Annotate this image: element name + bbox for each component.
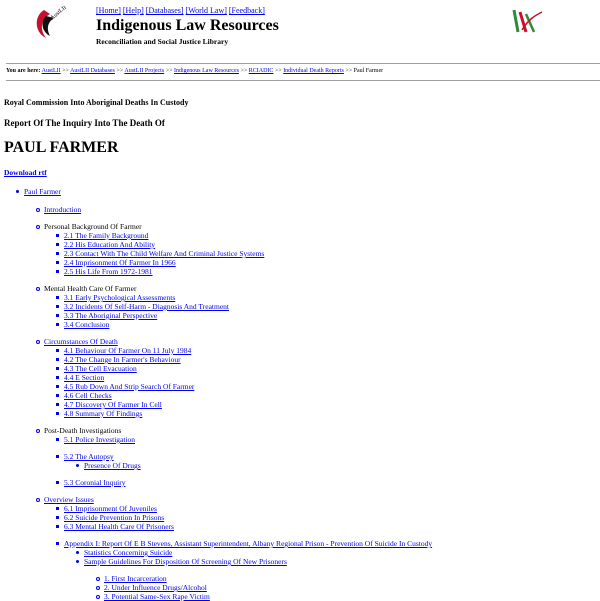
toc-item-link[interactable]: 3.1 Early Psychological Assessments <box>64 293 176 302</box>
toc-item-link[interactable]: 3.4 Conclusion <box>64 320 110 329</box>
list-bullet <box>16 190 19 193</box>
toc-item-link[interactable]: 6.3 Mental Health Care Of Prisoners <box>64 522 174 531</box>
nav-help-link[interactable]: [Help] <box>122 6 144 15</box>
toc-subsubitem-link[interactable]: 1. First Incarceration <box>104 574 167 583</box>
toc-item-link[interactable]: 4.8 Summary Of Findings <box>64 409 143 418</box>
toc-item-link[interactable]: 2.4 Imprisonment Of Farmer In 1966 <box>64 258 176 267</box>
breadcrumb-sep: >> <box>165 68 173 74</box>
list-bullet <box>56 394 59 397</box>
list-bullet <box>36 498 40 502</box>
list-bullet <box>56 481 59 484</box>
breadcrumb-sep: >> <box>274 68 282 74</box>
toc-item-link[interactable]: 5.1 Police Investigation <box>64 435 136 444</box>
list-bullet <box>56 385 59 388</box>
list-bullet <box>56 270 59 273</box>
list-bullet <box>76 560 79 563</box>
toc-item-link[interactable]: 2.2 His Education And Ability <box>64 240 156 249</box>
list-bullet <box>56 507 59 510</box>
toc-subitem-link[interactable]: Sample Guidelines For Disposition Of Screening Of New Prisoners <box>84 557 287 566</box>
toc-item-link[interactable]: 6.1 Imprisonment Of Juveniles <box>64 504 157 513</box>
list-bullet <box>76 464 79 467</box>
list-bullet <box>56 455 59 458</box>
person-name-heading: PAUL FARMER <box>4 139 119 156</box>
nav-databases-link[interactable]: [Databases] <box>145 6 184 15</box>
toc-item-link[interactable]: 2.1 The Family Background <box>64 231 149 240</box>
austlii-logo-text: AustLII <box>49 6 68 22</box>
breadcrumb-current: Paul Farmer <box>353 68 384 74</box>
toc-item-link[interactable]: 2.5 His Life From 1972-1981 <box>64 267 153 276</box>
list-bullet <box>56 358 59 361</box>
list-bullet <box>96 577 100 581</box>
list-bullet <box>56 516 59 519</box>
commission-heading: Royal Commission Into Aboriginal Deaths In Custody <box>4 98 189 107</box>
list-bullet <box>36 225 40 229</box>
toc-item-link[interactable]: 4.2 The Change In Farmer's Behaviour <box>64 355 181 364</box>
toc-item-link[interactable]: 2.3 Contact With The Child Welfare And Criminal Justice Systems <box>64 249 265 258</box>
austlii-logo[interactable] <box>30 6 70 42</box>
list-bullet <box>96 586 100 590</box>
toc-item-link[interactable]: 3.3 The Aboriginal Perspective <box>64 311 158 320</box>
toc-item-link[interactable]: 4.7 Discovery Of Farmer In Cell <box>64 400 162 409</box>
toc-section-link[interactable]: Overview Issues <box>44 495 94 504</box>
toc-section-heading: Personal Background Of Farmer <box>44 222 142 231</box>
list-bullet <box>76 551 79 554</box>
toc-item-link[interactable]: 5.2 The Autopsy <box>64 452 114 461</box>
list-bullet <box>56 525 59 528</box>
report-heading: Report Of The Inquiry Into The Death Of <box>4 118 165 128</box>
list-bullet <box>56 349 59 352</box>
list-bullet <box>56 367 59 370</box>
list-bullet <box>56 252 59 255</box>
breadcrumb-label: You are here: <box>6 68 41 74</box>
nav-worldlaw-link[interactable]: [World Law] <box>185 6 227 15</box>
list-bullet <box>56 234 59 237</box>
breadcrumb-sep: >> <box>240 68 248 74</box>
nav-home-link[interactable]: [Home] <box>96 6 121 15</box>
indigenous-logo <box>508 6 548 36</box>
toc-subsubitem-link[interactable]: 2. Under Influence Drugs/Alcohol <box>104 583 207 592</box>
breadcrumb <box>6 68 383 74</box>
list-bullet <box>56 403 59 406</box>
toc-root-link[interactable]: Paul Farmer <box>24 187 61 196</box>
toc-section-heading: Mental Health Care Of Farmer <box>44 284 137 293</box>
list-bullet <box>36 429 40 433</box>
divider-top <box>6 63 600 64</box>
toc-item-link[interactable]: 4.5 Rub Down And Strip Search Of Farmer <box>64 382 195 391</box>
toc-item-link[interactable]: 4.1 Behaviour Of Farmer On 11 July 1984 <box>64 346 192 355</box>
site-subtitle: Reconciliation and Social Justice Library <box>96 37 229 46</box>
list-bullet <box>36 208 40 212</box>
list-bullet <box>56 412 59 415</box>
divider-bottom <box>6 80 600 81</box>
list-bullet <box>56 376 59 379</box>
list-bullet <box>56 438 59 441</box>
list-bullet <box>56 305 59 308</box>
toc-item-link[interactable]: 6.2 Suicide Prevention In Prisons <box>64 513 165 522</box>
breadcrumb-projects[interactable]: AustLII Projects <box>124 68 165 74</box>
toc-item-link[interactable]: 5.3 Coronial Inquiry <box>64 478 126 487</box>
breadcrumb-sep: >> <box>116 68 124 74</box>
toc-introduction-link[interactable]: Introduction <box>44 205 82 214</box>
nav-feedback-link[interactable]: [Feedback] <box>228 6 265 15</box>
list-bullet <box>56 542 59 545</box>
list-bullet <box>36 340 40 344</box>
toc-section-link[interactable]: Circumstances Of Death <box>44 337 118 346</box>
list-bullet <box>36 287 40 291</box>
toc-item-link[interactable]: 4.6 Cell Checks <box>64 391 112 400</box>
list-bullet <box>56 323 59 326</box>
site-title: Indigenous Law Resources <box>96 17 279 34</box>
list-bullet <box>56 296 59 299</box>
breadcrumb-rciadic[interactable]: RCIADIC <box>248 68 274 74</box>
toc-subitem-link[interactable]: Statistics Concerning Suicide <box>84 548 173 557</box>
toc-subitem-link[interactable]: Presence Of Drugs <box>84 461 141 470</box>
toc-subsubitem-link[interactable]: 3. Potential Same-Sex Rape Victim <box>104 592 210 601</box>
breadcrumb-indigenous[interactable]: Indigenous Law Resources <box>173 68 239 74</box>
toc-appendix-link[interactable]: Appendix I: Report Of E B Stevens, Assistant Superintendent, Albany Regional Prison - Prevention Of Suicide In Custody <box>64 539 433 548</box>
list-bullet <box>56 243 59 246</box>
breadcrumb-sep: >> <box>62 68 69 74</box>
breadcrumb-austlii[interactable]: AustLII <box>41 68 61 74</box>
list-bullet <box>96 595 100 599</box>
list-bullet <box>56 261 59 264</box>
breadcrumb-death-reports[interactable]: Individual Death Reports <box>283 68 344 74</box>
breadcrumb-sep: >> <box>345 68 353 74</box>
toc-item-link[interactable]: 3.2 Incidents Of Self-Harm - Diagnosis And Treatment <box>64 302 229 311</box>
list-bullet <box>56 314 59 317</box>
download-rtf-link[interactable]: Download rtf <box>4 168 47 177</box>
top-nav <box>96 6 265 15</box>
toc-section-heading: Post-Death Investigations <box>44 426 122 435</box>
breadcrumb-databases[interactable]: AustLII Databases <box>70 68 115 74</box>
toc-item-link[interactable]: 4.3 The Cell Evacuation <box>64 364 137 373</box>
toc-item-link[interactable]: 4.4 E Section <box>64 373 105 382</box>
